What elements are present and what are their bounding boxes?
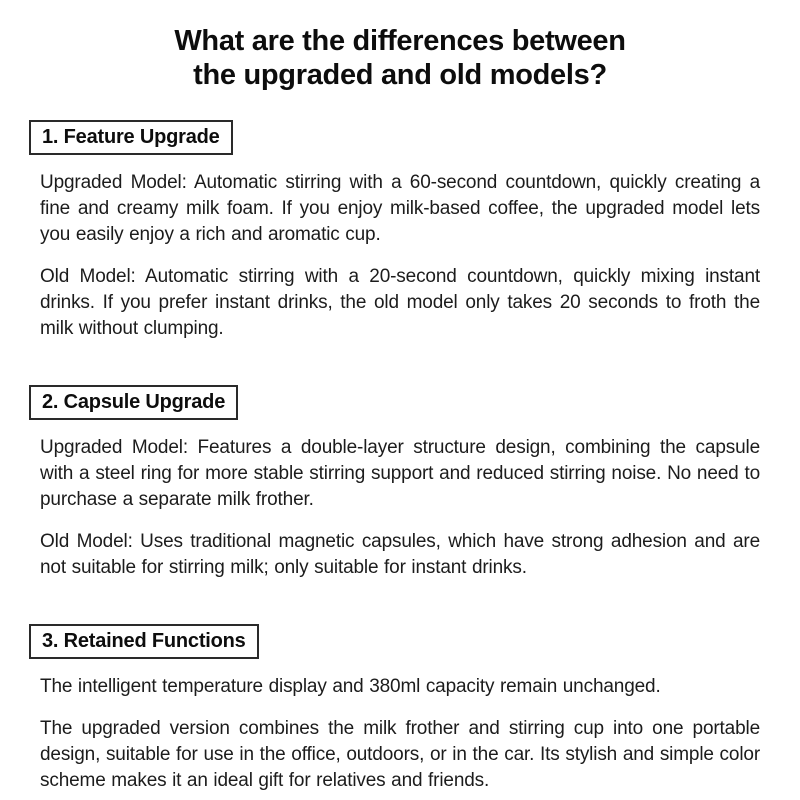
paragraph-retained-capacity: The intelligent temperature display and 380ml capacity remain unchanged. <box>40 676 661 697</box>
section-capsule-upgrade <box>40 358 760 581</box>
section-heading-retained-functions: 3. Retained Functions <box>29 624 259 659</box>
section-retained-functions <box>40 597 760 794</box>
page-title-line-2: the upgraded and old models? <box>193 59 607 91</box>
paragraph-feature-upgraded-model: Upgraded Model: Automatic stirring with a 60-second countdown, quickly creating a fine and creamy milk foam. If you enjoy milk-based coffee, the upgraded model lets you easily enjoy a rich and aromatic cup. <box>40 172 760 245</box>
section-heading-feature-upgrade: 1. Feature Upgrade <box>29 120 233 155</box>
paragraph-capsule-old-model: Old Model: Uses traditional magnetic capsules, which have strong adhesion and are not suitable for stirring milk; only suitable for instant drinks. <box>40 531 760 578</box>
page-title-line-1: What are the differences between <box>174 25 626 57</box>
paragraph-feature-old-model: Old Model: Automatic stirring with a 20-second countdown, quickly mixing instant drinks. If you prefer instant drinks, the old model only takes 20 seconds to froth the milk without clumping. <box>40 266 760 339</box>
page-title <box>40 24 760 92</box>
section-feature-upgrade <box>40 92 760 342</box>
section-heading-capsule-upgrade: 2. Capsule Upgrade <box>29 385 238 420</box>
paragraph-retained-portable-design: The upgraded version combines the milk frother and stirring cup into one portable design, suitable for use in the office, outdoors, or in the car. Its stylish and simple color scheme makes it an ideal gift for relatives and friends. <box>40 718 760 791</box>
paragraph-capsule-upgraded-model: Upgraded Model: Features a double-layer structure design, combining the capsule with a steel ring for more stable stirring support and reduced stirring noise. No need to purchase a separate milk frother. <box>40 437 760 510</box>
